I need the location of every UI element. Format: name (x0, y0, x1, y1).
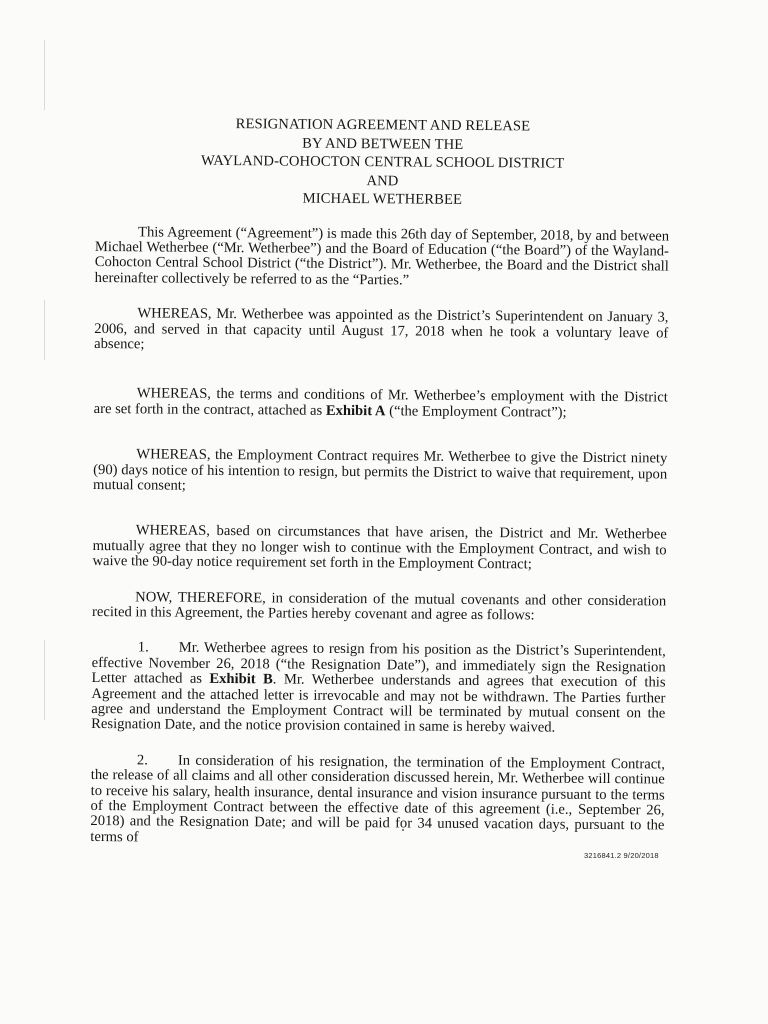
now-therefore-paragraph: NOW, THEREFORE, in consideration of the mutual covenants and other consideration recited in this Agreement, the Parties hereby covenant and agree as follows: (92, 588, 667, 624)
intro-paragraph: This Agreement (“Agreement”) is made this 26th day of September, 2018, by and between Michael Wetherbee (“Mr. Wetherbee”) and the Board of Education (“the Board”) of the Wayland-Cohocton Central School District (“the District”). Mr. Wetherbee, the Board and the District shall hereinafter collectively be referred to as the “Parties.” (94, 223, 670, 289)
scan-edge-mark (44, 40, 45, 110)
scan-edge-mark (44, 640, 45, 720)
agreement-body (90, 114, 670, 850)
title-line: BY AND BETWEEN THE (302, 135, 464, 153)
whereas2-text: WHEREAS, the terms and conditions of Mr. Wetherbee’s employment with the District are set forth in the contract, attached as (93, 385, 668, 419)
clause-2-text: In consideration of his resignation, the termination of the Employment Contract, the release of all claims and all other consideration discussed herein, Mr. Wetherbee will continue to receive his salary, health insurance, dental insurance and vision insurance pursuant to the terms of the Employment Contract between the effective date of this agreement (i.e., September 26, 2018) and the Resignation Date; and will be paid for 34 unused vacation days, pursuant to the terms of (90, 752, 665, 846)
clause-1-number: 1. (137, 639, 149, 656)
title-line: WAYLAND-COHOCTON CENTRAL SCHOOL DISTRICT (200, 152, 565, 172)
clause-1-text: Mr. Wetherbee agrees to resign from his position as the District’s Superintendent, effective November 26, 2018 (“the Resignation Date”), and immediately sign the Resignation Letter attached as (91, 640, 666, 688)
whereas-paragraph-2 (94, 386, 668, 421)
exhibit-b-reference: Exhibit B (209, 671, 273, 688)
document-title (95, 114, 670, 211)
scan-edge-mark (44, 300, 45, 360)
clause-1 (91, 640, 666, 737)
whereas-paragraph-3: WHEREAS, the Employment Contract requires Mr. Wetherbee to give the District ninety (90) days notice of his intention to resign, but permits the District to waive that requirement, upon mutual consent; (93, 446, 668, 494)
exhibit-a-reference: Exhibit A (325, 402, 386, 420)
title-line: AND (366, 172, 399, 189)
clause-2 (90, 753, 665, 850)
title-line: RESIGNATION AGREEMENT AND RELEASE (235, 116, 531, 135)
document-id-footer: 3216841.2 9/20/2018 (584, 851, 659, 860)
whereas-paragraph-1: WHEREAS, Mr. Wetherbee was appointed as the District’s Superintendent on January 3, 2006, and served in that capacity until August 17, 2018 when he took a voluntary leave of absence; (94, 305, 669, 353)
clause-1-text-end: . Mr. Wetherbee understands and agrees that execution of this Agreement and the attached letter is irrevocable and may not be withdrawn. The Parties further agree and understand the Employment Contract will be terminated by mutual consent on the Resignation Date, and the notice provision contained in same is hereby waived. (91, 671, 666, 737)
whereas2-text-end: (“the Employment Contract”); (385, 403, 567, 421)
whereas-paragraph-4: WHEREAS, based on circumstances that have arisen, the District and Mr. Wetherbee mutually agree that they no longer wish to continue with the Employment Contract, and wish to waive the 90-day notice requirement set forth in the Employment Contract; (92, 522, 667, 573)
title-line: MICHAEL WETHERBEE (302, 190, 463, 208)
clause-2-number: 2. (136, 752, 148, 769)
